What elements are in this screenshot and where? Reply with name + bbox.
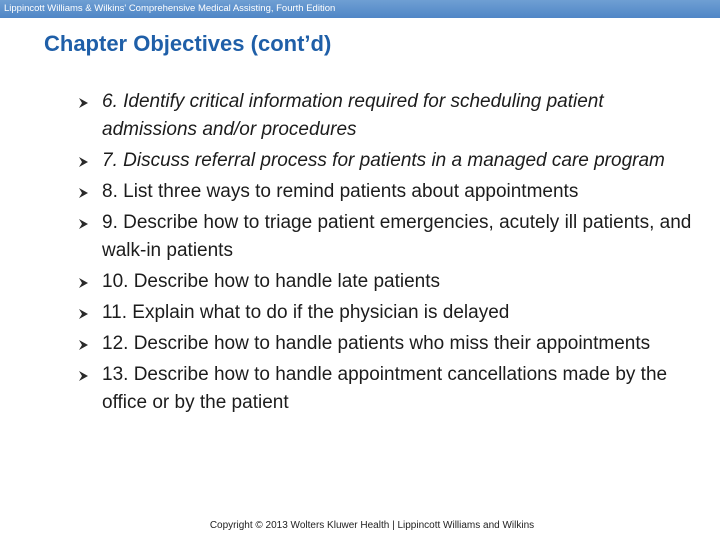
arrow-bullet-icon: [78, 178, 92, 207]
objective-text: 11. Explain what to do if the physician is delayed: [102, 302, 510, 323]
objective-text: 6. Identify critical information required for scheduling patient admissions and/or procedures: [102, 91, 604, 140]
objective-item: [78, 330, 698, 358]
objective-item: [78, 268, 698, 296]
arrow-bullet-icon: [78, 330, 92, 359]
objective-item: [78, 178, 698, 206]
objective-item: [78, 88, 698, 144]
arrow-bullet-icon: [78, 361, 92, 390]
objective-text: 13. Describe how to handle appointment cancellations made by the office or by the patient: [102, 364, 668, 413]
objective-text: 12. Describe how to handle patients who miss their appointments: [102, 333, 651, 354]
objective-item: [78, 299, 698, 327]
footer: [0, 520, 720, 531]
arrow-bullet-icon: [78, 147, 92, 176]
arrow-bullet-icon: [78, 88, 92, 117]
objective-item: [78, 147, 698, 175]
objective-item: [78, 209, 698, 265]
objective-item: [78, 361, 698, 417]
objective-text: 9. Describe how to triage patient emergencies, acutely ill patients, and walk-in patients: [102, 212, 692, 261]
copyright-text: Copyright © 2013 Wolters Kluwer Health | Lippincott Williams and Wilkins: [209, 520, 535, 531]
arrow-bullet-icon: [78, 209, 92, 238]
objective-text: 7. Discuss referral process for patients in a managed care program: [102, 150, 665, 171]
slide-title: Chapter Objectives (cont’d): [44, 31, 332, 56]
objective-text: 10. Describe how to handle late patients: [102, 271, 440, 292]
banner-text: Lippincott Williams & Wilkins' Comprehensive Medical Assisting, Fourth Edition: [4, 3, 336, 14]
arrow-bullet-icon: [78, 299, 92, 328]
arrow-bullet-icon: [78, 268, 92, 297]
objective-text: 8. List three ways to remind patients about appointments: [102, 181, 579, 202]
objectives-list: [78, 88, 698, 420]
top-banner: [0, 0, 720, 18]
